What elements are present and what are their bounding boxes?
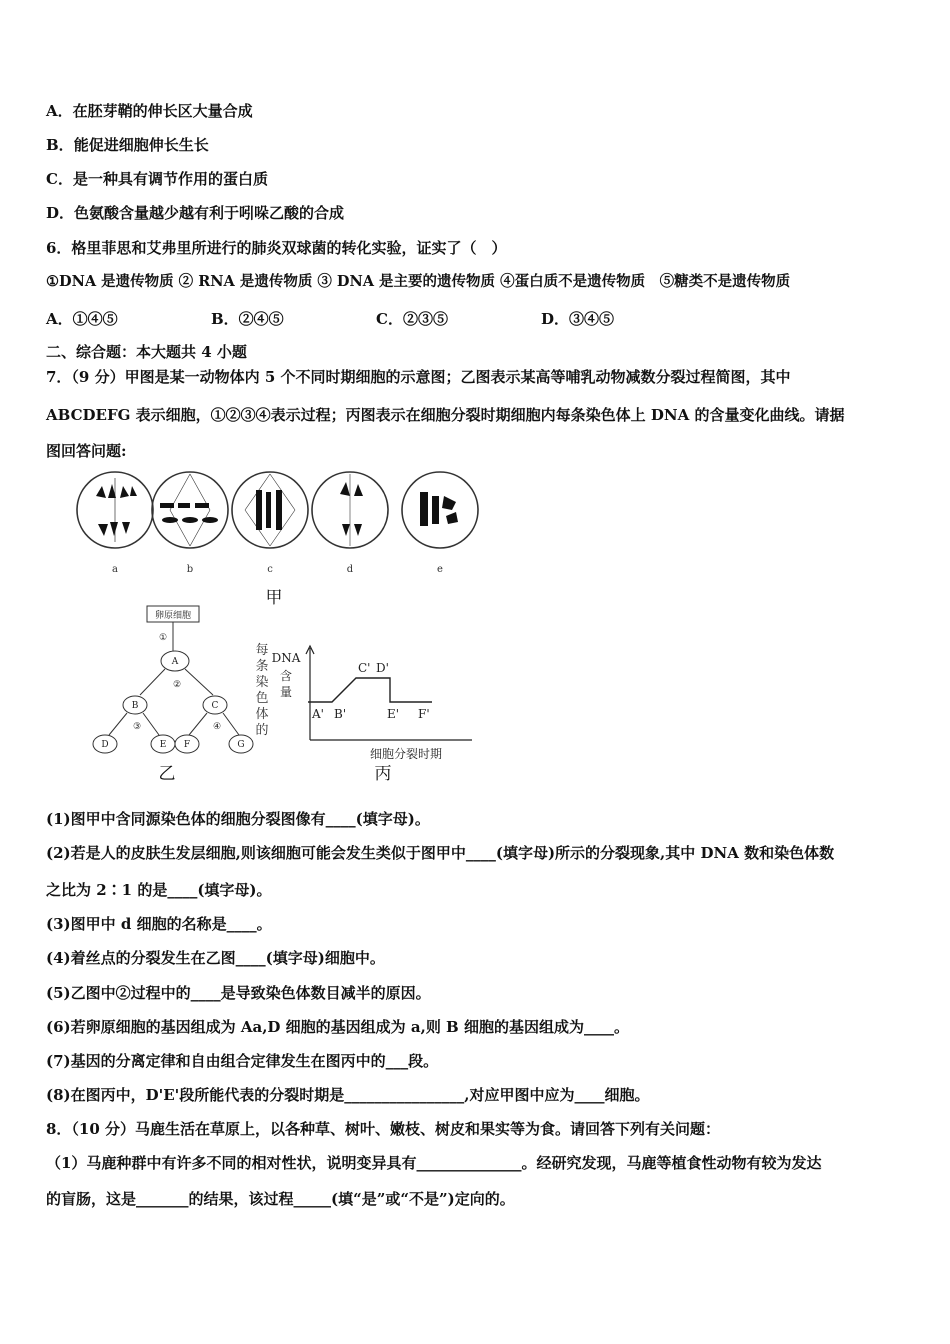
section-heading: 二、综合题：本大题共 4 小题 bbox=[46, 343, 247, 361]
x-axis-label: 细胞分裂时期 bbox=[370, 747, 443, 761]
y-label-char-5: 体 bbox=[255, 707, 269, 722]
q7-sub-5: (5)乙图中②过程中的____是导致染色体数目减半的原因。 bbox=[46, 984, 431, 1002]
point-d: D' bbox=[376, 661, 389, 675]
node-c: C bbox=[211, 701, 219, 711]
point-b: B' bbox=[334, 707, 347, 721]
cell-d bbox=[312, 472, 388, 548]
step-4: ④ bbox=[212, 722, 222, 732]
cell-label-d: d bbox=[346, 564, 354, 575]
cell-a bbox=[77, 472, 153, 548]
q7-stem-line3: 图回答问题: bbox=[46, 442, 127, 460]
q5-option-c bbox=[46, 169, 268, 189]
q7-sub-7: (7)基因的分离定律和自由组合定律发生在图丙中的___段。 bbox=[46, 1052, 439, 1070]
point-a: A' bbox=[312, 707, 324, 721]
q6-stem: 6．格里菲思和艾弗里所进行的肺炎双球菌的转化实验，证实了（ ） bbox=[46, 239, 507, 257]
step-1: ① bbox=[158, 633, 168, 643]
node-b: B bbox=[131, 701, 139, 711]
q7-stem-line1: 7．（9 分）甲图是某一动物体内 5 个不同时期细胞的示意图；乙图表示某高等哺乳动物减数分裂过程简图，其中 bbox=[46, 368, 791, 386]
y-var-han: 含 bbox=[279, 669, 293, 683]
cell-e bbox=[402, 472, 478, 548]
option-text: 在胚芽鞘的伸长区大量合成 bbox=[72, 102, 253, 120]
q7-sub-6: (6)若卵原细胞的基因组成为 Aa,D 细胞的基因组成为 a,则 B 细胞的基因组成为____。 bbox=[46, 1018, 629, 1036]
figure-bing bbox=[250, 640, 480, 785]
q8-stem: 8．（10 分）马鹿生活在草原上，以各种草、树叶、嫩枝、树皮和果实等为食。请回答下列有关问题： bbox=[46, 1120, 721, 1138]
option-label: C． bbox=[46, 170, 73, 188]
node-g: G bbox=[237, 740, 245, 750]
cell-label-e: e bbox=[437, 564, 443, 575]
step-2: ② bbox=[172, 680, 182, 690]
q7-stem-line2: ABCDEFG 表示细胞，①②③④表示过程；丙图表示在细胞分裂时期细胞内每条染色体上 DNA 的含量变化曲线。请据 bbox=[46, 406, 845, 424]
q6-option-d: D．③④⑤ bbox=[541, 310, 615, 328]
option-label: A． bbox=[46, 102, 73, 120]
point-f: F' bbox=[418, 707, 430, 721]
cell-label-a: a bbox=[112, 564, 118, 575]
node-e: E bbox=[159, 740, 167, 750]
q7-sub-1: (1)图甲中含同源染色体的细胞分裂图像有____(填字母)。 bbox=[46, 810, 430, 828]
node-f: F bbox=[183, 740, 191, 750]
point-e: E' bbox=[387, 707, 400, 721]
q6-option-c: C．②③⑤ bbox=[376, 310, 448, 328]
figure-yi-title: 乙 bbox=[158, 764, 176, 784]
cell-b bbox=[152, 472, 228, 548]
y-label-char-2: 条 bbox=[255, 659, 269, 674]
y-var-liang: 量 bbox=[279, 685, 293, 699]
figure-bing-title: 丙 bbox=[374, 764, 392, 784]
node-d: D bbox=[101, 740, 109, 750]
q7-sub-2-cont: 之比为 2∶1 的是____(填字母)。 bbox=[46, 881, 272, 899]
y-axis-label bbox=[255, 643, 268, 738]
option-text: 色氨酸含量越少越有利于吲哚乙酸的合成 bbox=[74, 204, 345, 222]
option-label: D． bbox=[46, 204, 75, 222]
option-text: 能促进细胞伸长生长 bbox=[73, 136, 209, 154]
y-label-char-1: 每 bbox=[255, 643, 269, 658]
q7-sub-3: (3)图甲中 d 细胞的名称是____。 bbox=[46, 915, 272, 933]
q8-sub-1: （1）马鹿种群中有许多不同的相对性状，说明变异具有______________。经研究发现，马鹿等植食性动物有较为发达 bbox=[46, 1154, 822, 1172]
q6-statements: ①DNA 是遗传物质 ② RNA 是遗传物质 ③ DNA 是主要的遗传物质 ④蛋白质不是遗传物质 ⑤糖类不是遗传物质 bbox=[46, 273, 791, 290]
q7-sub-4: (4)着丝点的分裂发生在乙图____(填字母)细胞中。 bbox=[46, 949, 385, 967]
q5-option-b bbox=[46, 135, 209, 155]
y-label-char-3: 染 bbox=[255, 675, 269, 690]
q7-sub-8: (8)在图丙中，D'E'段所能代表的分裂时期是________________,对应甲图中应为____细胞。 bbox=[46, 1086, 650, 1104]
dna-curve bbox=[308, 678, 432, 702]
y-label-char-4: 色 bbox=[255, 691, 269, 706]
q7-sub-2: (2)若是人的皮肤生发层细胞,则该细胞可能会发生类似于图甲中____(填字母)所示的分裂现象,其中 DNA 数和染色体数 bbox=[46, 844, 835, 862]
point-c: C' bbox=[358, 661, 371, 675]
option-text: 是一种具有调节作用的蛋白质 bbox=[72, 170, 268, 188]
cell-label-c: c bbox=[267, 564, 273, 575]
figure-jia-title: 甲 bbox=[265, 588, 283, 608]
cell-c bbox=[232, 472, 308, 548]
option-label: B． bbox=[46, 136, 74, 154]
q5-option-a bbox=[46, 101, 253, 121]
figure-jia bbox=[60, 470, 490, 610]
q6-option-a: A．①④⑤ bbox=[46, 310, 118, 328]
q6-option-b: B．②④⑤ bbox=[211, 310, 284, 328]
q8-sub-1-cont: 的盲肠，这是_______的结果，该过程_____(填“是”或“不是”)定向的。 bbox=[46, 1190, 515, 1208]
y-var-dna: DNA bbox=[271, 651, 301, 665]
step-3: ③ bbox=[132, 722, 142, 732]
figure-yi bbox=[85, 603, 275, 785]
node-a: A bbox=[171, 657, 179, 667]
cell-label-b: b bbox=[186, 564, 194, 575]
root-cell-label: 卵原细胞 bbox=[154, 611, 192, 621]
y-label-char-6: 的 bbox=[255, 723, 269, 738]
q5-option-d bbox=[46, 203, 344, 223]
